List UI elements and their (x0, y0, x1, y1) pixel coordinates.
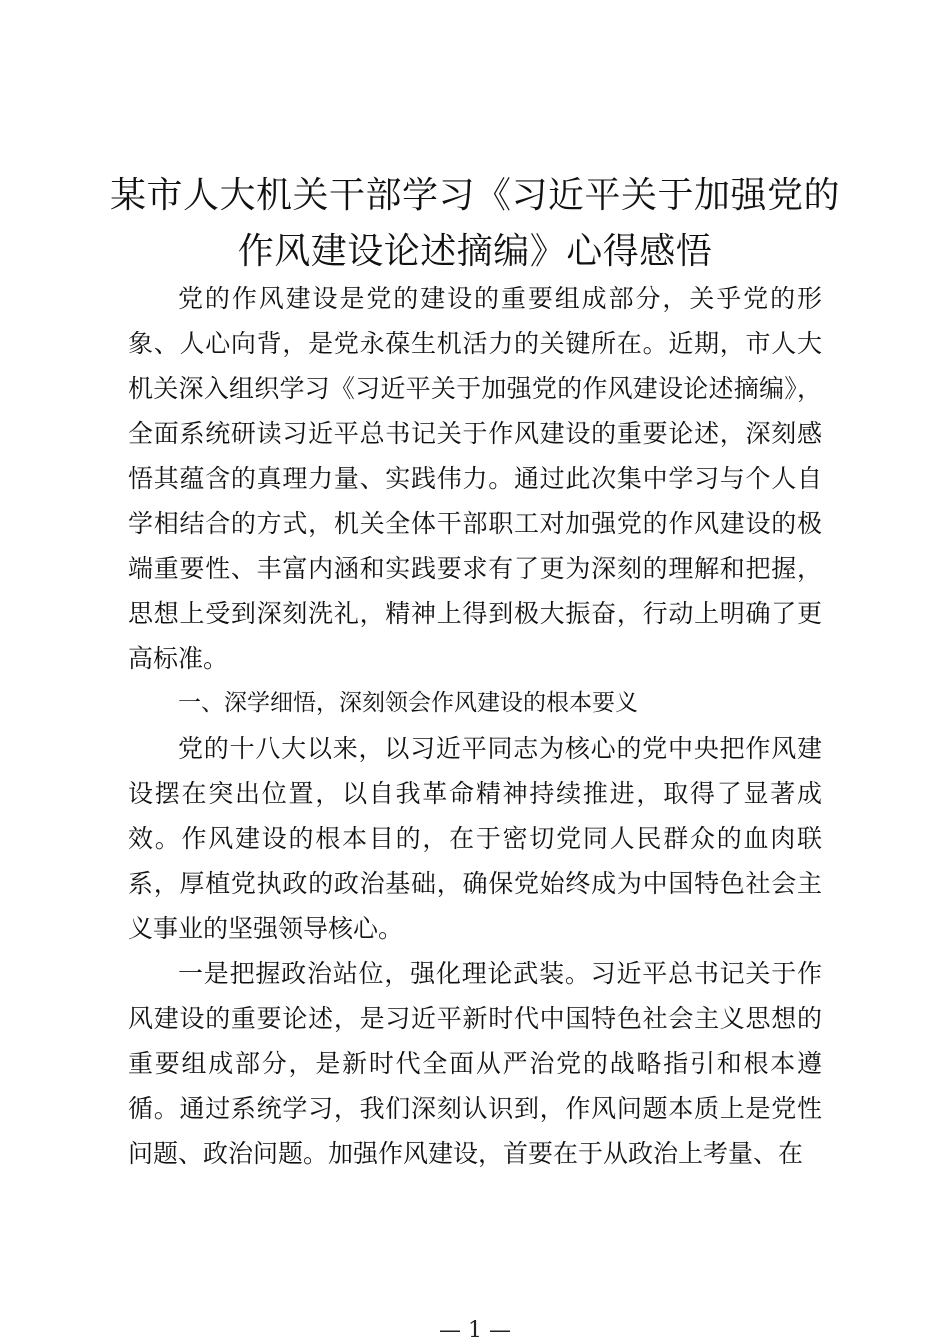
paragraph-section-1: 党的十八大以来，以习近平同志为核心的党中央把作风建设摆在突出位置，以自我革命精神持续推进，取得了显著成效。作风建设的根本目的，在于密切党同人民群众的血肉联系，厚植党执政的政治基础，确保党始终成为中国特色社会主义事业的坚强领导核心。 (128, 734, 822, 943)
title-line-2: 作风建设论述摘编》心得感悟 (237, 231, 713, 272)
document-title (100, 168, 850, 280)
paragraph-point-1: 一是把握政治站位，强化理论武装。习近平总书记关于作风建设的重要论述，是习近平新时代中国特色社会主义思想的重要组成部分，是新时代全面从严治党的战略指引和根本遵循。通过系统学习，我们深刻认识到，作风问题本质上是党性问题、政治问题。加强作风建设，首要在于从政治上考量、在 (128, 959, 822, 1168)
section-heading-1: 一、深学细悟，深刻领会作风建设的根本要义 (178, 690, 638, 716)
title-line-1: 某市人大机关干部学习《习近平关于加强党的 (109, 175, 840, 216)
document-body (128, 276, 822, 1176)
page-number: — 1 — (439, 1318, 511, 1343)
paragraph-intro: 党的作风建设是党的建设的重要组成部分，关乎党的形象、人心向背，是党永葆生机活力的关键所在。近期，市人大机关深入组织学习《习近平关于加强党的作风建设论述摘编》，全面系统研读习近平总书记关于作风建设的重要论述，深刻感悟其蕴含的真理力量、实践伟力。通过此次集中学习与个人自学相结合的方式，机关全体干部职工对加强党的作风建设的极端重要性、丰富内涵和实践要求有了更为深刻的理解和把握，思想上受到深刻洗礼，精神上得到极大振奋，行动上明确了更高标准。 (128, 284, 822, 673)
